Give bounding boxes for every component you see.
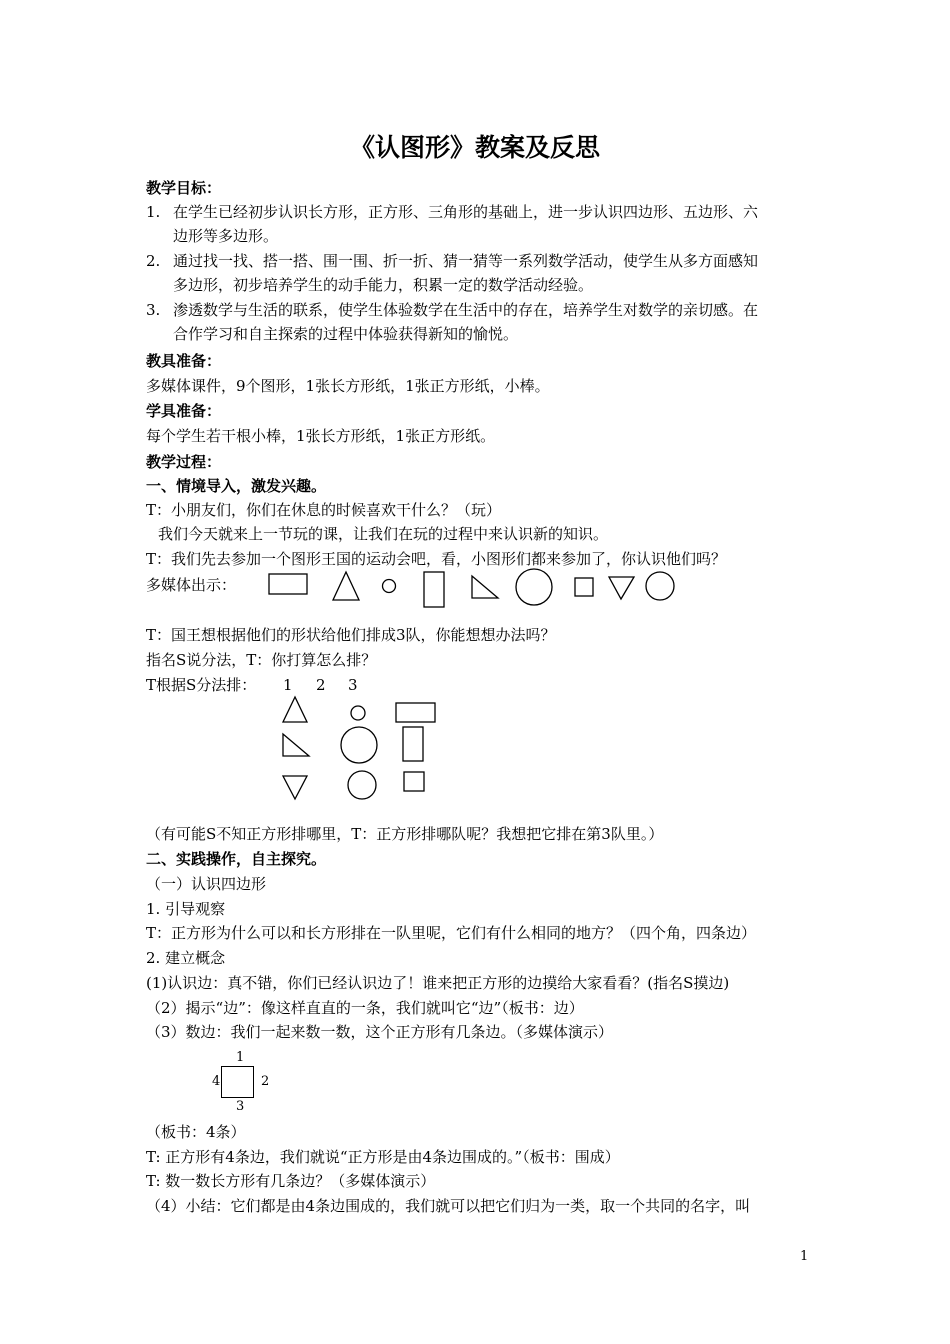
goal-3-line1: 渗透数学与生活的联系，使学生体验数学在生活中的存在，培养学生对数学的亲切感。在 (173, 301, 759, 319)
part1-heading: 一、情境导入，激发兴趣。 (146, 477, 327, 495)
square-edge-label-top: 1 (236, 1050, 245, 1065)
goal-3-number: 3. (146, 301, 161, 319)
part1-line3: T：我们先去参加一个图形王国的运动会吧，看，小图形们都来参加了，你认识他们吗？ (146, 550, 727, 568)
media-shapes-row (260, 566, 690, 612)
goal-2-number: 2. (146, 252, 161, 270)
right-triangle-shape (283, 734, 309, 756)
part2-sub1: （一）认识四边形 (146, 875, 267, 893)
part1-line2: 我们今天就来上一节玩的课，让我们在玩的过程中来认识新的知识。 (158, 525, 609, 543)
square-shape (575, 578, 593, 596)
part2-q1: T：正方形为什么可以和长方形排在一队里呢，它们有什么相同的地方？（四个角，四条边） (146, 924, 757, 942)
part2-c4: （4）小结：它们都是由4条边围成的，我们就可以把它们归为一类，取一个共同的名字，叫 (146, 1197, 751, 1215)
student-tools-heading: 学具准备： (146, 402, 222, 420)
medium-circle-shape (646, 572, 674, 600)
page-number: 1 (800, 1249, 809, 1264)
square-edge-label-bottom: 3 (236, 1099, 245, 1114)
goal-1-number: 1. (146, 203, 161, 221)
tall-rectangle-shape (403, 727, 423, 761)
inverted-triangle-shape (609, 577, 634, 599)
goal-1-line2: 边形等多边形。 (173, 227, 279, 245)
part2-heading: 二、实践操作，自主探究。 (146, 850, 327, 868)
part1-line1: T：小朋友们，你们在休息的时候喜欢干什么？（玩） (146, 501, 502, 519)
goals-heading: 教学目标： (146, 179, 222, 197)
triangle-shape (333, 572, 359, 600)
numbered-square-shape (221, 1066, 254, 1098)
column-label-2: 2 (316, 676, 326, 694)
large-circle-shape (516, 569, 552, 605)
sort-label: T根据S分法排： (146, 676, 257, 694)
media-label: 多媒体出示： (146, 576, 237, 594)
sorted-shapes-grid (276, 692, 446, 806)
square-edge-label-left: 4 (212, 1074, 221, 1089)
triangle-shape (283, 697, 307, 722)
small-circle-shape (383, 580, 396, 593)
goal-3-line2: 合作学习和自主探索的过程中体验获得新知的愉悦。 (173, 325, 519, 343)
goal-1-line1: 在学生已经初步认识长方形，正方形、三角形的基础上，进一步认识四边形、五边形、六 (173, 203, 759, 221)
part1-line5: 指名S说分法，T：你打算怎么排？ (146, 651, 377, 669)
small-circle-shape (351, 706, 365, 720)
process-heading: 教学过程： (146, 453, 222, 471)
tools-text: 多媒体课件，9个图形，1张长方形纸，1张正方形纸，小棒。 (146, 377, 550, 395)
column-label-3: 3 (348, 676, 358, 694)
goal-2-line1: 通过找一找、搭一搭、围一围、折一折、猜一猜等一系列数学活动，使学生从多方面感知 (173, 252, 759, 270)
page-title: 《认图形》教案及反思 (349, 133, 600, 162)
square-shape (404, 772, 424, 791)
inverted-triangle-shape (283, 776, 307, 799)
tools-heading: 教具准备： (146, 352, 222, 370)
student-tools-text: 每个学生若干根小棒，1张长方形纸，1张正方形纸。 (146, 427, 496, 445)
part2-c3: （3）数边：我们一起来数一数，这个正方形有几条边。（多媒体演示） (146, 1023, 614, 1041)
large-circle-shape (341, 727, 377, 763)
part2-board: （板书：4条） (146, 1123, 246, 1141)
part2-c2: （2）揭示“边”：像这样直直的一条，我们就叫它“边”（板书：边） (146, 999, 584, 1017)
tall-rectangle-shape (424, 572, 444, 607)
part2-step2: 2. 建立概念 (146, 949, 226, 967)
rectangle-shape (269, 574, 307, 594)
right-triangle-shape (472, 576, 498, 598)
part1-line4: T：国王想根据他们的形状给他们排成3队，你能想想办法吗？ (146, 626, 556, 644)
square-edge-label-right: 2 (261, 1074, 270, 1089)
medium-circle-shape (348, 771, 376, 799)
part2-t1: T: 正方形有4条边，我们就说“正方形是由4条边围成的。”（板书：围成） (146, 1148, 620, 1166)
part2-step1: 1. 引导观察 (146, 900, 226, 918)
goal-2-line2: 多边形，初步培养学生的动手能力，积累一定的数学活动经验。 (173, 276, 594, 294)
part2-c1: (1)认识边：真不错，你们已经认识边了！谁来把正方形的边摸给大家看看？(指名S摸边) (146, 974, 730, 992)
part2-t2: T: 数一数长方形有几条边？（多媒体演示） (146, 1172, 436, 1190)
rectangle-shape (396, 703, 435, 722)
column-label-1: 1 (283, 676, 293, 694)
part1-note: （有可能S不知正方形排哪里，T：正方形排哪队呢？我想把它排在第3队里。） (146, 825, 664, 843)
